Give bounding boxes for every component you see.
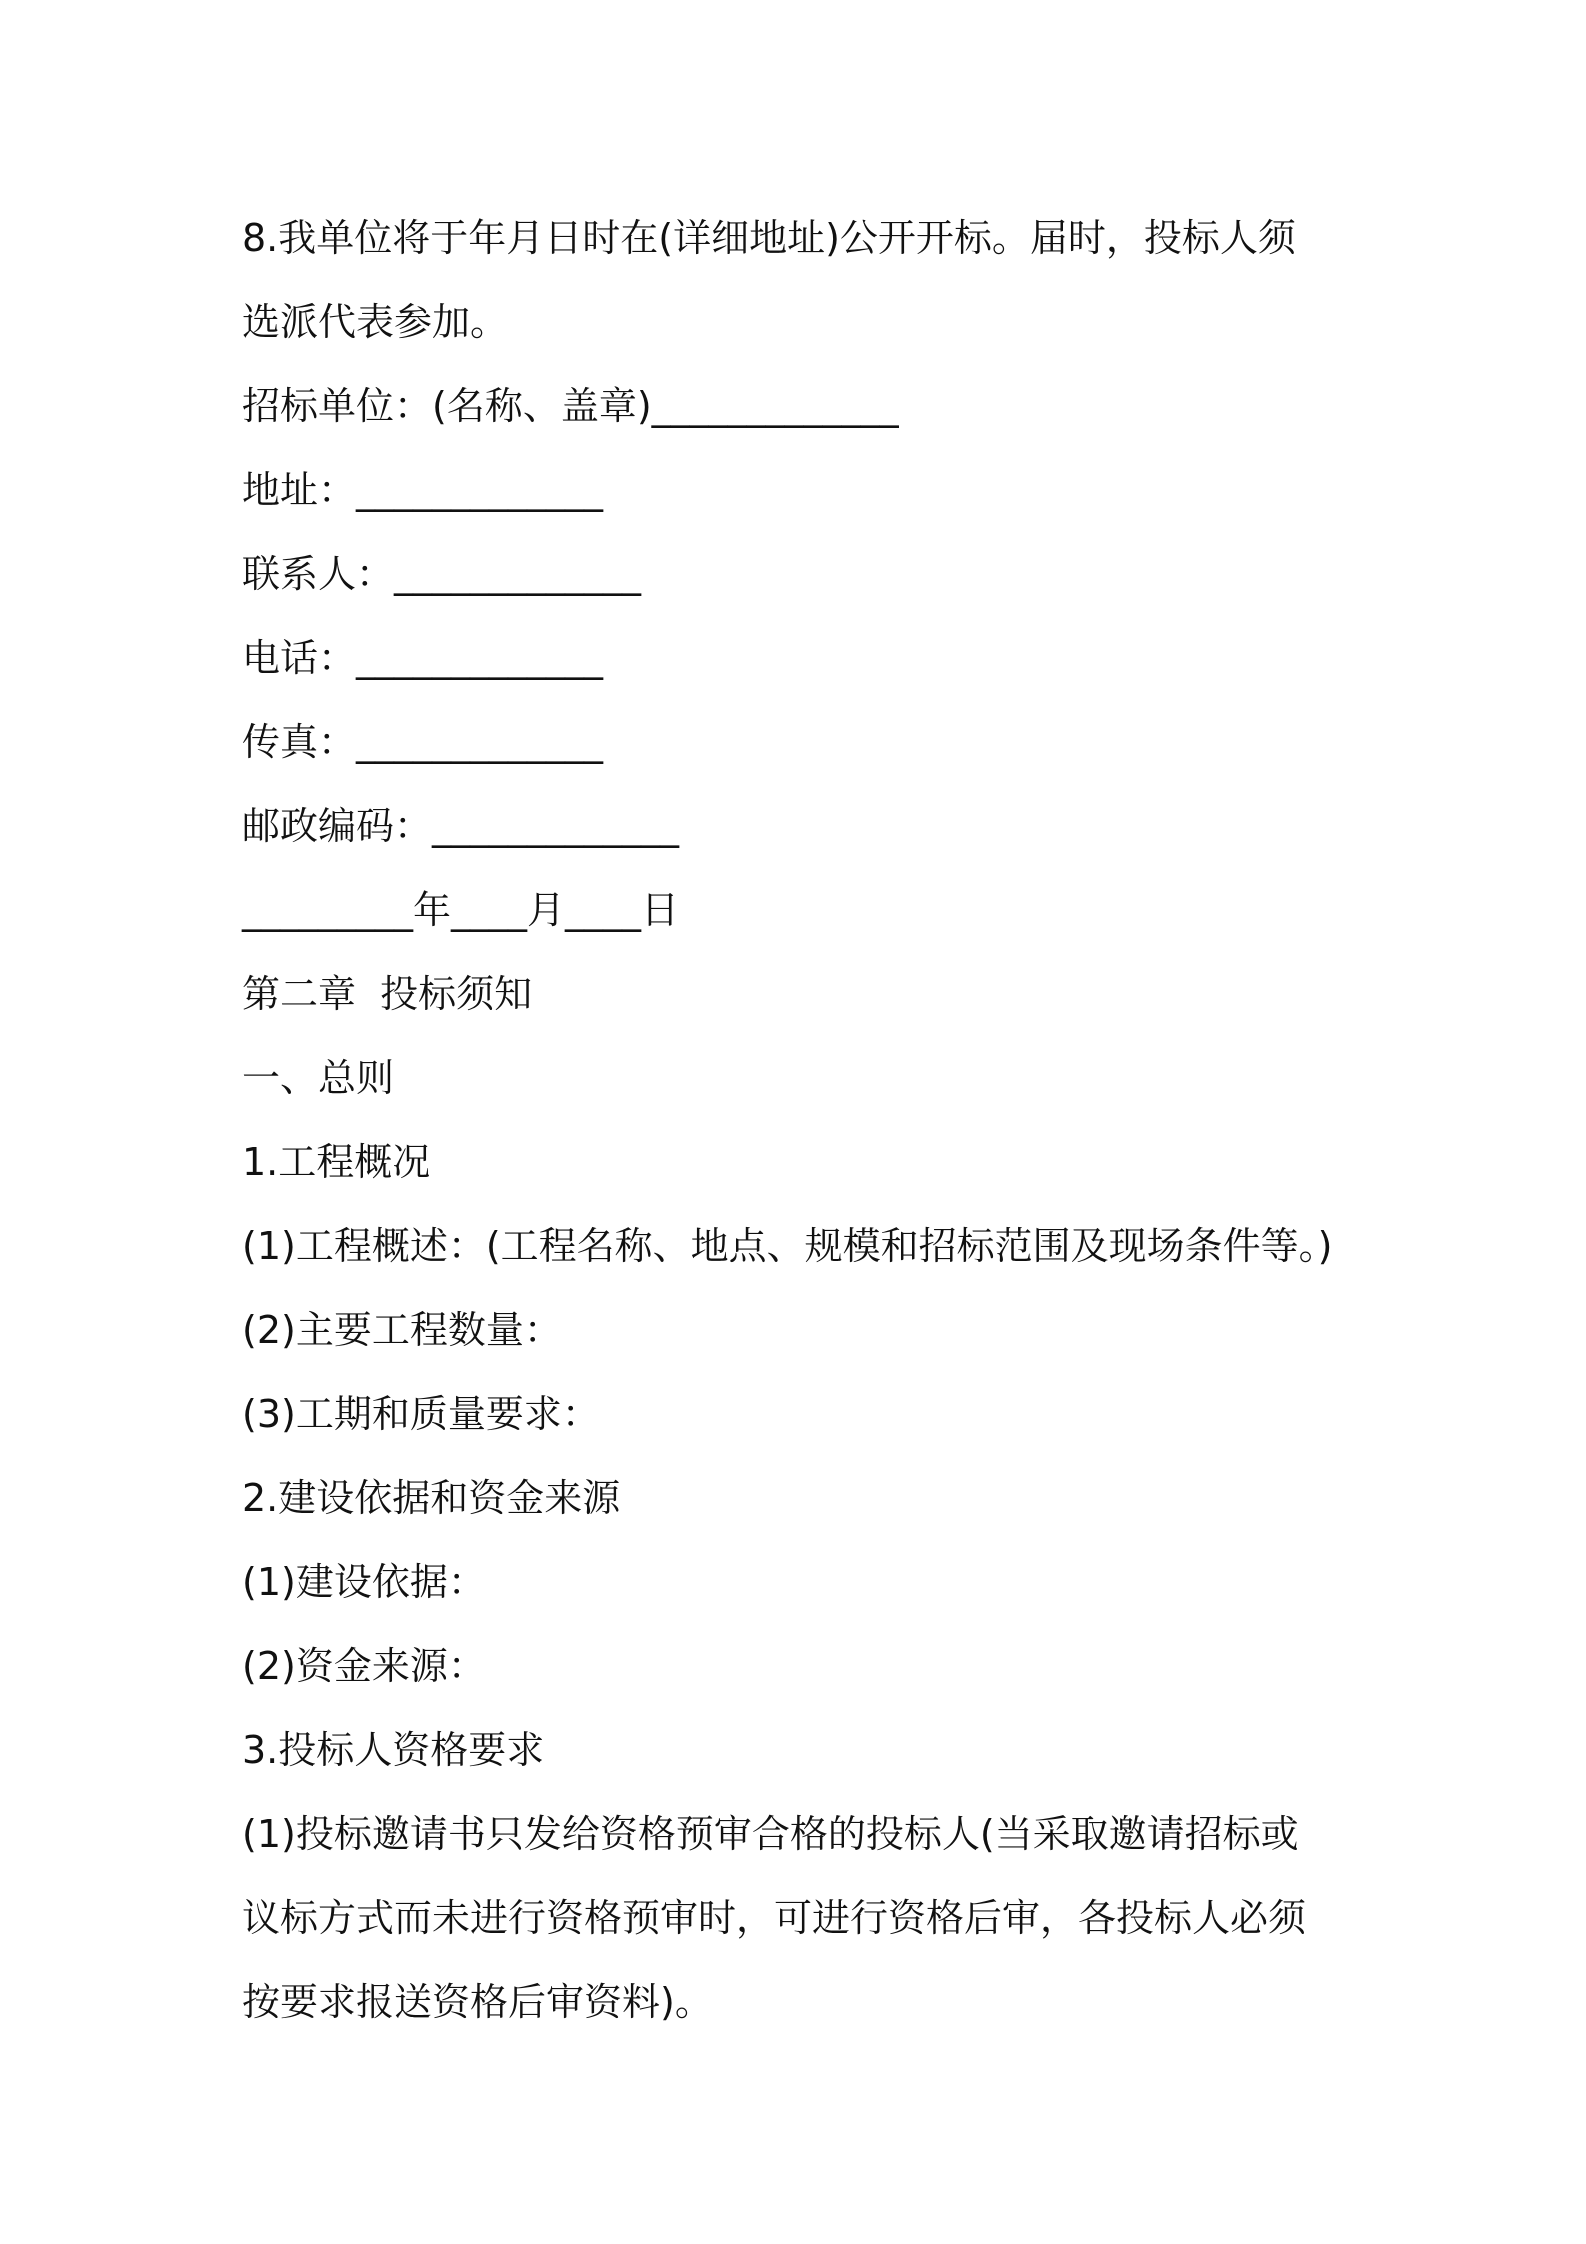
item-bidder-qualification: 3.投标人资格要求: [242, 1728, 545, 1772]
paragraph-qualification-line-2: 议标方式而未进行资格预审时，可进行资格后审，各投标人必须: [242, 1896, 1307, 1940]
subitem-funding-source: (2)资金来源：: [242, 1644, 486, 1688]
chapter-heading: 第二章 投标须知: [242, 972, 533, 1016]
tender-unit-field: 招标单位：(名称、盖章)_____________: [242, 384, 899, 428]
address-field: 地址：_____________: [242, 468, 604, 512]
paragraph-opening-notice-line-2: 选派代表参加。: [242, 300, 509, 344]
subitem-project-description: (1)工程概述：(工程名称、地点、规模和招标范围及现场条件等。): [242, 1224, 1333, 1268]
item-project-overview: 1.工程概况: [242, 1140, 431, 1184]
document-body: [242, 196, 1362, 2044]
subitem-main-quantities: (2)主要工程数量：: [242, 1308, 562, 1352]
phone-field: 电话：_____________: [242, 636, 604, 680]
section-heading-general: 一、总则: [242, 1056, 395, 1100]
subitem-schedule-quality: (3)工期和质量要求：: [242, 1392, 600, 1436]
contact-person-field: 联系人：_____________: [242, 552, 642, 596]
date-field: _________年____月____日: [242, 888, 680, 932]
paragraph-qualification-line-3: 按要求报送资格后审资料)。: [242, 1980, 713, 2024]
paragraph-qualification-line-1: (1)投标邀请书只发给资格预审合格的投标人(当采取邀请招标或: [242, 1812, 1299, 1856]
postal-code-field: 邮政编码：_____________: [242, 804, 680, 848]
subitem-construction-basis: (1)建设依据：: [242, 1560, 486, 1604]
item-basis-funding: 2.建设依据和资金来源: [242, 1476, 621, 1520]
paragraph-opening-notice-line-1: 8.我单位将于年月日时在(详细地址)公开开标。届时，投标人须: [242, 216, 1296, 260]
fax-field: 传真：_____________: [242, 720, 604, 764]
